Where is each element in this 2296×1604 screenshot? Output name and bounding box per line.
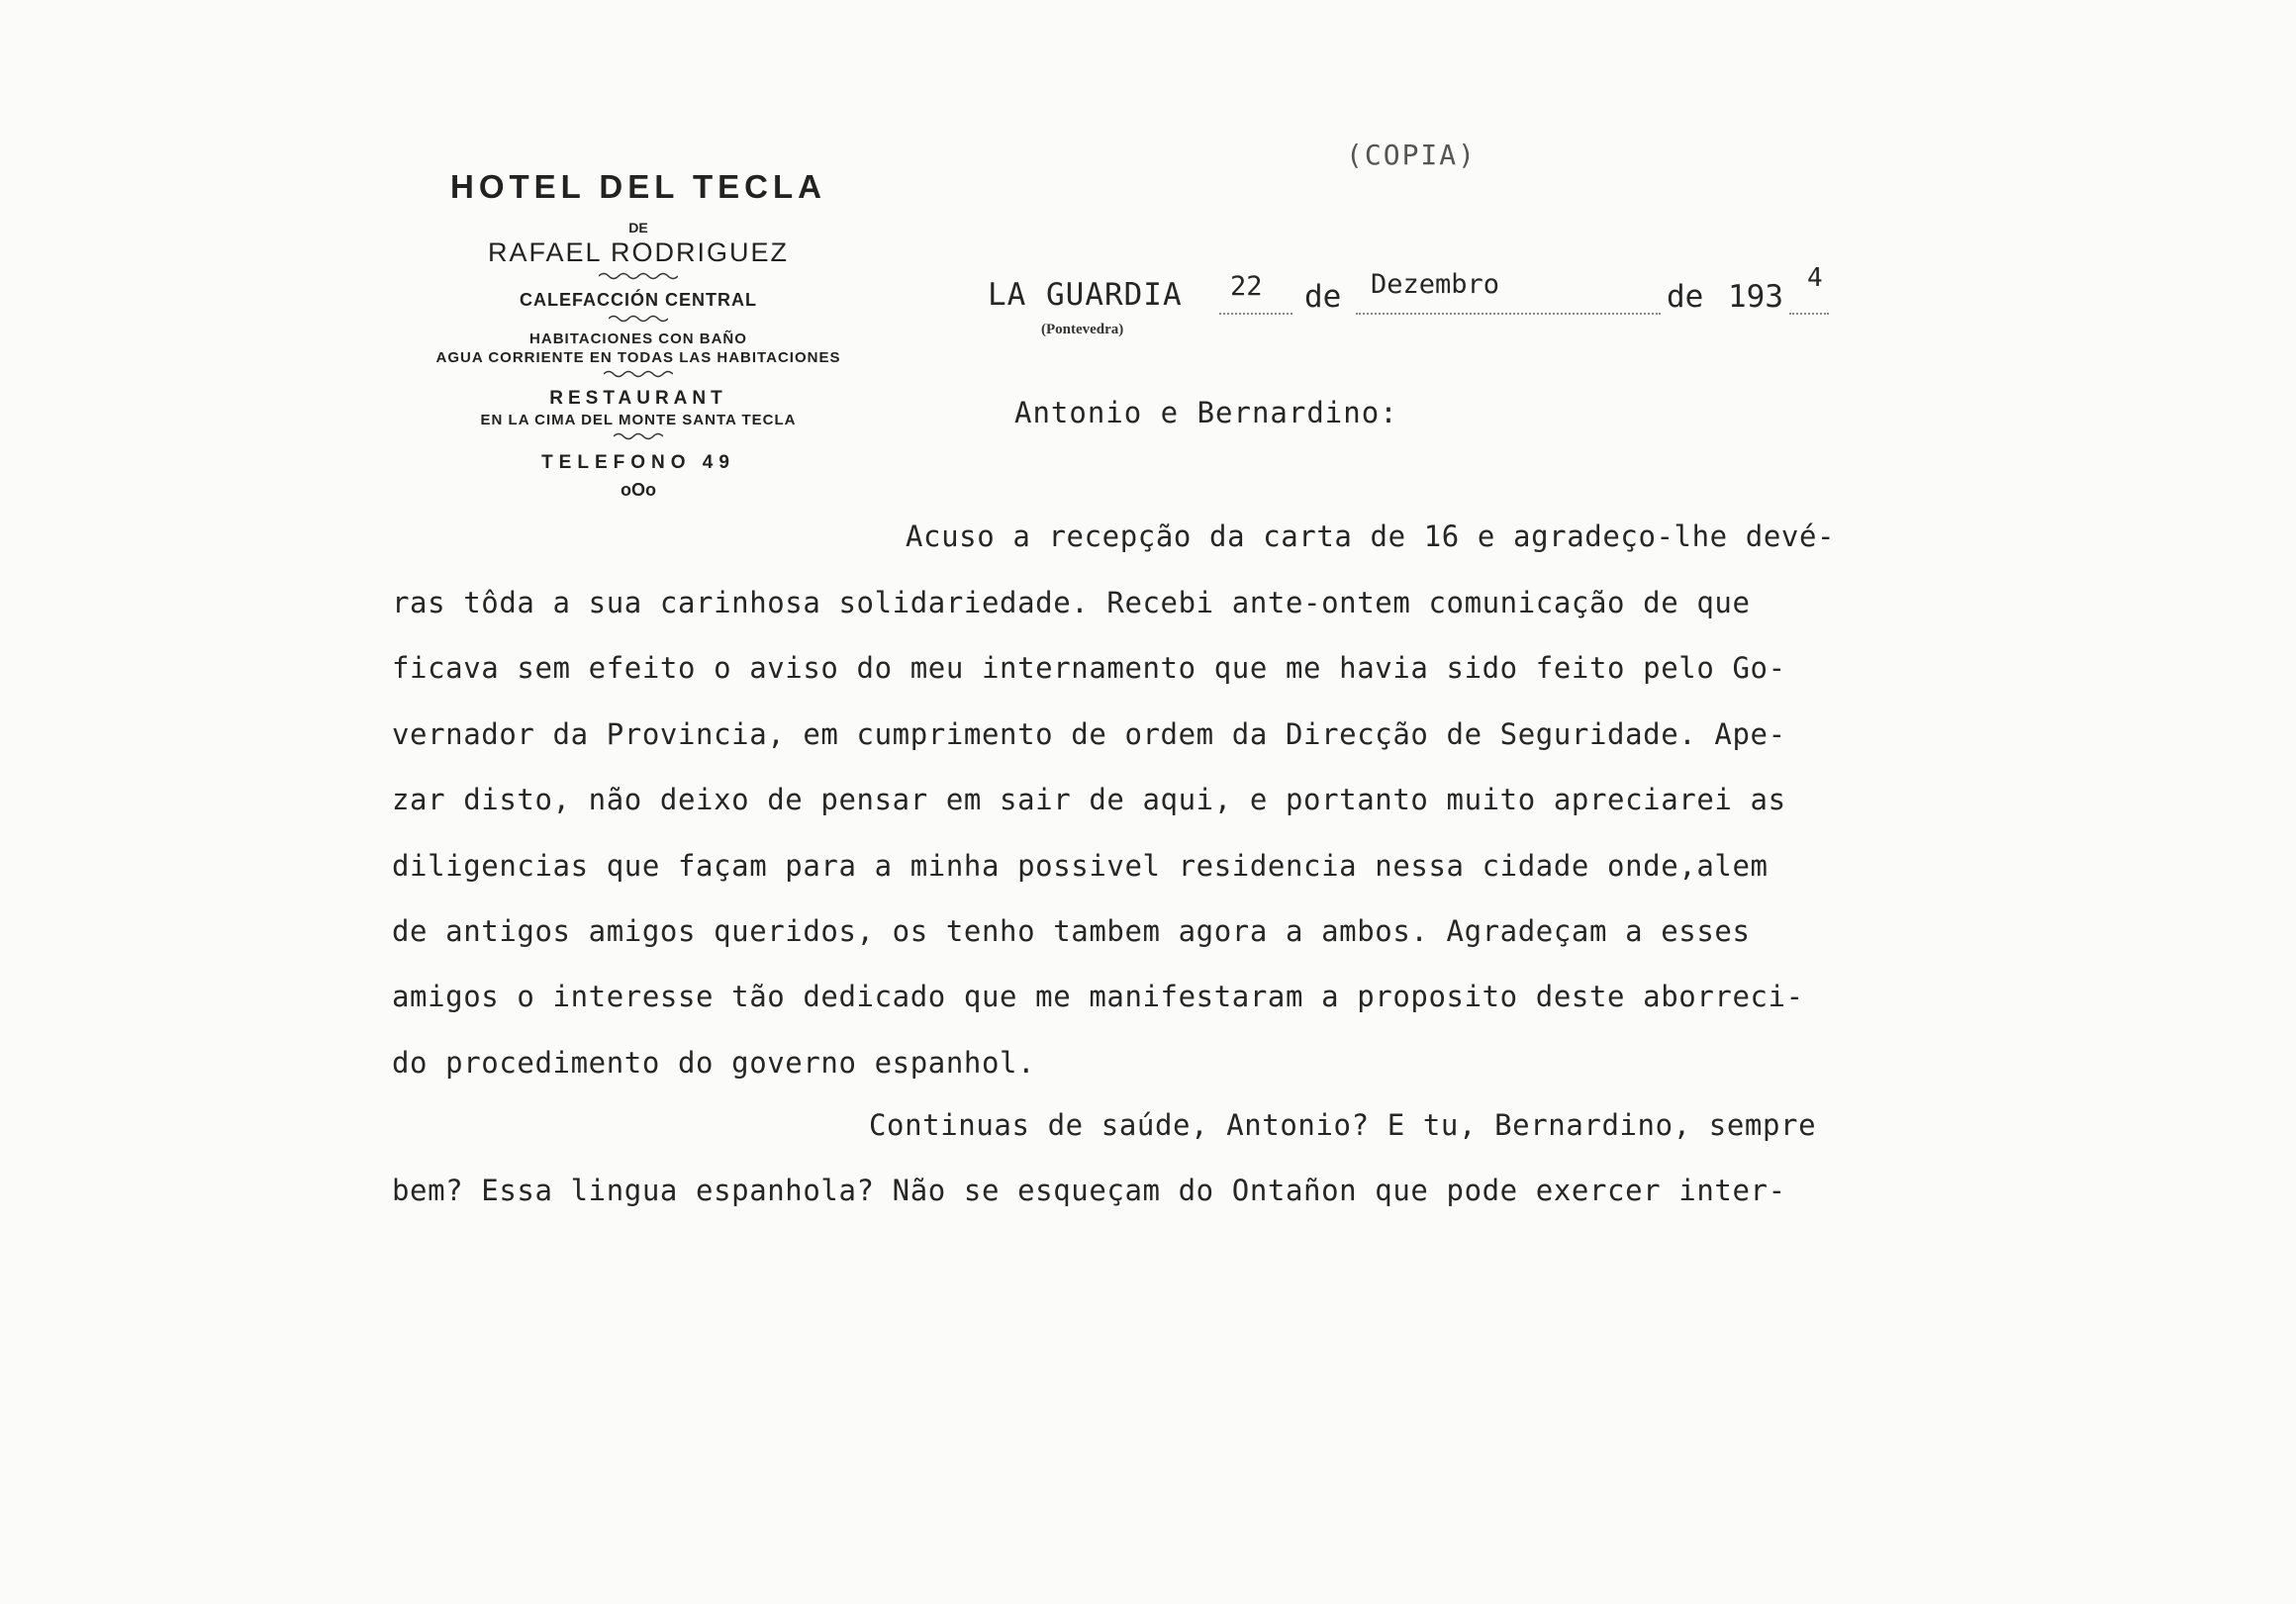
body-line: Acuso a recepção da carta de 16 e agradeço-lhe devé- <box>906 519 1836 553</box>
dateline-de-1: de <box>1304 279 1342 315</box>
body-line: Continuas de saúde, Antonio? E tu, Bernardino, sempre <box>869 1108 1817 1142</box>
body-line: ras tôda a sua carinhosa solidariedade. Recebi ante-ontem comunicação de que <box>392 586 1751 619</box>
letterhead-de: DE <box>628 220 648 236</box>
letterhead <box>396 168 881 501</box>
body-line: vernador da Provincia, em cumprimento de ordem da Direcção de Seguridade. Ape- <box>392 717 1786 751</box>
salutation: Antonio e Bernardino: <box>1014 396 1398 429</box>
dateline-year-digit: 4 <box>1807 263 1823 293</box>
body-line: amigos o interesse tão dedicado que me manifestaram a proposito deste aborreci- <box>392 980 1804 1013</box>
body-line: ficava sem efeito o aviso do meu internamento que me havia sido feito pelo Go- <box>392 651 1786 685</box>
rooms-bath-line: HABITACIONES CON BAÑO <box>529 330 747 347</box>
dateline-de-2: de <box>1667 279 1704 315</box>
ornament: oOo <box>621 480 656 500</box>
body-line: bem? Essa lingua espanhola? Não se esqueçam do Ontañon que pode exercer inter- <box>392 1174 1786 1207</box>
dotted-rule <box>1356 313 1661 315</box>
body-line: zar disto, não deixo de pensar em sair de aqui, e portanto muito apreciarei as <box>392 783 1786 816</box>
running-water-line: AGUA CORRIENTE EN TODAS LAS HABITACIONES <box>435 349 841 366</box>
squiggle-divider <box>614 431 663 441</box>
dateline-place: LA GUARDIA <box>988 277 1183 313</box>
body-line: do procedimento do governo espanhol. <box>392 1046 1036 1080</box>
dateline-day: 22 <box>1230 271 1263 302</box>
squiggle-divider <box>609 314 668 324</box>
hotel-name: HOTEL DEL TECLA <box>450 168 826 205</box>
body-line: de antigos amigos queridos, os tenho tambem agora a ambos. Agradeçam a esses <box>392 914 1751 948</box>
copy-mark: (COPIA) <box>1346 139 1478 171</box>
phone-line: TELEFONO 49 <box>541 452 735 473</box>
squiggle-divider <box>599 271 678 281</box>
heating-line: CALEFACCIÓN CENTRAL <box>520 290 757 310</box>
squiggle-divider <box>604 369 673 379</box>
body-line: diligencias que façam para a minha possivel residencia nessa cidade onde,alem <box>392 849 1769 883</box>
summit-line: EN LA CIMA DEL MONTE SANTA TECLA <box>480 412 797 428</box>
restaurant-line: RESTAURANT <box>549 388 727 409</box>
dateline-year: 193 <box>1728 279 1783 315</box>
dotted-rule <box>1219 313 1292 315</box>
dateline-month: Dezembro <box>1371 269 1500 300</box>
owner-name: RAFAEL RODRIGUEZ <box>487 237 790 267</box>
dateline-province: (Pontevedra) <box>1041 322 1124 337</box>
dotted-rule <box>1789 313 1829 315</box>
